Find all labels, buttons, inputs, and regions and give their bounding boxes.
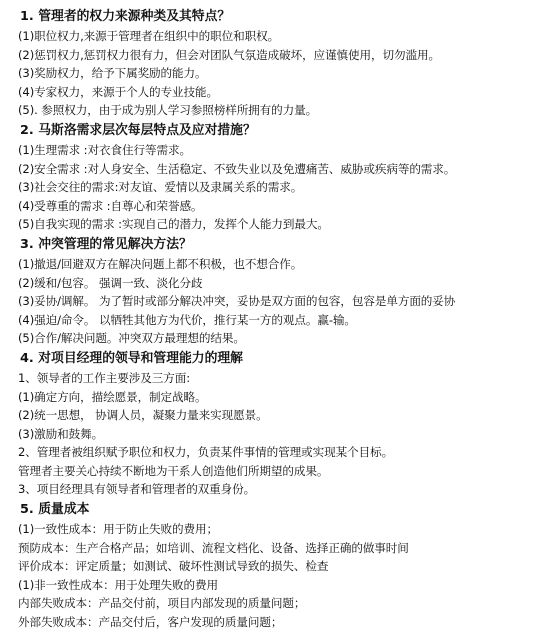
text-line: (5)合作/解决问题。冲突双方最理想的结果。 xyxy=(18,331,245,346)
text-line: (1)确定方向，描绘愿景，制定战略。 xyxy=(18,389,207,404)
text-line: (3)激励和鼓舞。 xyxy=(18,426,104,441)
text-line: (4)受尊重的需求 :自尊心和荣誉感。 xyxy=(18,198,203,213)
text-line: (4)专家权力，来源于个人的专业技能。 xyxy=(18,84,219,99)
text-line: (2)安全需求 :对人身安全、生活稳定、不致失业以及免遭痛苦、威胁或疾病等的需求。 xyxy=(18,161,456,176)
text-line: (2)惩罚权力,惩罚权力很有力，但会对团队气氛造成破坏，应谨慎使用，切勿滥用。 xyxy=(18,47,440,62)
text-line: 外部失败成本：产品交付后，客户发现的质量问题； xyxy=(18,615,283,630)
text-line: (2)缓和/包容。 强调一致、淡化分歧 xyxy=(18,275,203,290)
section-heading-4: 4. 对项目经理的领导和管理能力的理解 xyxy=(20,350,243,366)
text-line: (1)职位权力,来源于管理者在组织中的职位和职权。 xyxy=(18,29,280,43)
section-heading-1: 1. 管理者的权力来源种类及其特点？ xyxy=(20,9,231,24)
text-line: (3)社会交往的需求:对友谊、爱情以及隶属关系的需求。 xyxy=(18,180,303,195)
section-heading-5: 5. 质量成本 xyxy=(20,502,90,518)
text-line: (1)生理需求 :对衣食住行等需求。 xyxy=(18,142,191,157)
text-line: 管理者主要关心持续不断地为干系人创造他们所期望的成果。 xyxy=(18,463,329,478)
text-line: (5). 参照权力，由于成为别人学习参照榜样所拥有的力量。 xyxy=(18,103,318,118)
text-line: 2、管理者被组织赋予职位和权力，负责某件事情的管理或实现某个目标。 xyxy=(18,445,394,460)
text-line: 内部失败成本：产品交付前，项目内部发现的质量问题； xyxy=(18,596,306,611)
text-line: (3)奖励权力，给予下属奖励的能力。 xyxy=(18,66,207,81)
text-line: 1、领导者的工作主要涉及三方面: xyxy=(18,370,190,385)
text-line: (1)一致性成本：用于防止失败的费用； xyxy=(18,522,219,537)
text-line: (4)强迫/命令。 以牺牲其他方为代价，推行某一方的观点。赢-输。 xyxy=(18,312,356,327)
text-line: (5)自我实现的需求 :实现自己的潜力，发挥个人能力到最大。 xyxy=(18,217,329,232)
text-line: (1)撤退/回避双方在解决问题上都不积极，也不想合作。 xyxy=(18,256,303,271)
section-heading-3: 3. 冲突管理的常见解决方法？ xyxy=(20,236,192,252)
text-line: (1)非一致性成本：用于处理失败的费用 xyxy=(18,577,219,592)
text-line: (2)统一思想， 协调人员，凝聚力量来实现愿景。 xyxy=(18,408,268,423)
text-line: 3、项目经理具有领导者和管理者的双重身份。 xyxy=(18,482,256,497)
text-line: 预防成本：生产合格产品；如培训、流程文档化、设备、选择正确的做事时间 xyxy=(18,540,409,555)
text-line: (3)妥协/调解。 为了暂时或部分解决冲突，妥协是双方面的包容，包容是单方面的妥协 xyxy=(18,294,456,309)
text-line: 评价成本：评定质量；如测试、破坏性测试导致的损失、检查 xyxy=(18,559,329,574)
section-heading-2: 2. 马斯洛需求层次每层特点及应对措施？ xyxy=(20,122,256,138)
